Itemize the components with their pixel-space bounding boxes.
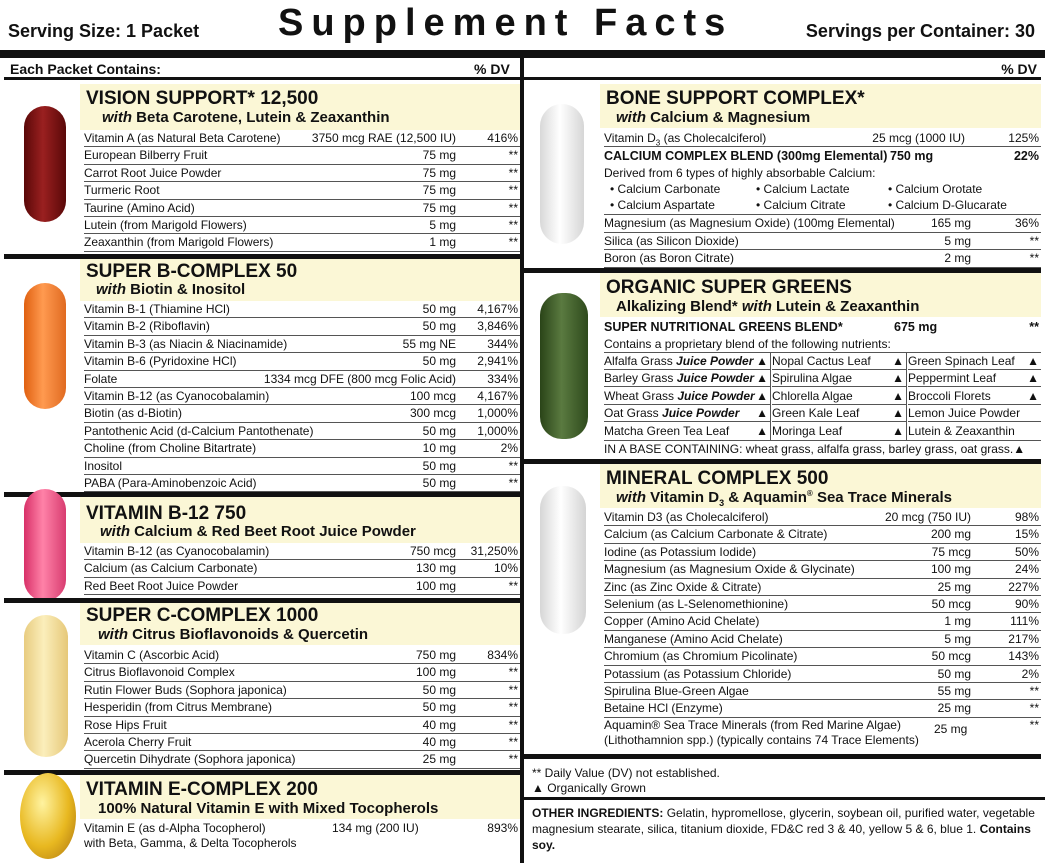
bone-title: BONE SUPPORT COMPLEX* [606, 88, 865, 109]
nutrient-name: Inositol [84, 458, 123, 473]
calcium-type-item: • Calcium Citrate [756, 198, 846, 213]
nutrient-name: Copper (Amino Acid Chelate) [604, 614, 760, 629]
nutrient-name: Vitamin B-12 (as Cyanocobalamin) [84, 544, 270, 558]
right-column-header [524, 60, 1041, 80]
c-complex-subtitle: with Citrus Bioflavonoids & Quercetin [98, 626, 369, 643]
nutrient-amount: 1334 mcg DFE (800 mcg Folic Acid) [263, 371, 456, 386]
mineral-row [604, 648, 1041, 665]
calcium-type-item: • Calcium Carbonate [610, 182, 721, 197]
aquamin-dv: ** [1029, 718, 1039, 732]
mineral-title: MINERAL COMPLEX 500 [606, 468, 829, 489]
nutrient-amount: 5 mg [944, 233, 971, 248]
nutrient-name: Calcium (as Calcium Carbonate) [84, 561, 258, 576]
greens-ingredient: Nopal Cactus Leaf ▲ [772, 354, 904, 368]
b-complex-row [84, 353, 520, 370]
nutrient-name: Taurine (Amino Acid) [84, 200, 195, 215]
calcium-type-item: • Calcium Orotate [888, 182, 983, 197]
each-packet-label: Each Packet Contains: [10, 61, 161, 77]
vision-row [84, 234, 520, 251]
b-complex-row [84, 423, 520, 440]
nutrient-amount: 20 mcg (750 IU) [884, 510, 971, 524]
nutrient-name: Hesperidin (from Citrus Membrane) [84, 700, 273, 715]
organic-footnote: ▲ Organically Grown [532, 781, 646, 795]
mineral-row [604, 596, 1041, 613]
vision-row [84, 217, 520, 234]
nutrient-dv: 1,000% [477, 406, 518, 421]
nutrient-amount: 50 mg [422, 700, 456, 715]
mineral-complex-section [524, 464, 1041, 754]
calcium-type-item: • Calcium Aspartate [610, 198, 715, 213]
mineral-row [604, 683, 1041, 700]
nutrient-name: Turmeric Root [84, 183, 160, 198]
vision-title: VISION SUPPORT* 12,500 [86, 88, 319, 109]
nutrient-dv: 24% [1014, 562, 1039, 577]
vision-row [84, 200, 520, 217]
nutrient-name: Pantothenic Acid (d-Calcium Pantothenate) [84, 423, 314, 438]
left-column-header [4, 60, 520, 80]
nutrient-name: Rose Hips Fruit [84, 717, 167, 732]
green-capsule-image [540, 293, 588, 439]
nutrient-name: PABA (Para-Aminobenzoic Acid) [84, 475, 257, 490]
vitamin-e-amount: 134 mg (200 IU) [332, 821, 419, 835]
tocopherols-note: with Beta, Gamma, & Delta Tocopherols [84, 836, 297, 850]
nutrient-name: Vitamin B-2 (Riboflavin) [84, 319, 210, 334]
bone-row [604, 215, 1041, 232]
nutrient-name: Biotin (as d-Biotin) [84, 406, 183, 421]
aquamin-row [604, 718, 1041, 748]
greens-ingredient: Matcha Green Tea Leaf ▲ [604, 423, 768, 438]
nutrient-name: Vitamin B-3 (as Niacin & Niacinamide) [84, 336, 288, 351]
nutrient-amount: 300 mcg [409, 406, 456, 421]
nutrient-amount: 75 mg [422, 183, 456, 198]
greens-ingredient: Moringa Leaf ▲ [772, 423, 904, 438]
nutrient-amount: 25 mg [422, 752, 456, 767]
mineral-row [604, 613, 1041, 630]
nutrient-dv: 834% [487, 648, 518, 662]
greens-ingredient: Broccoli Florets ▲ [908, 388, 1039, 403]
bone-vitamin-d-row: Vitamin $D_3$ (as Cholecalciferol) 25 mcg (1000 IU) 125% [604, 131, 1039, 148]
b-complex-section [4, 259, 520, 491]
other-ingredients [532, 805, 1042, 853]
e-complex-title: VITAMIN E-COMPLEX 200 [86, 779, 318, 800]
nutrient-dv: ** [508, 475, 518, 490]
greens-blend-row: SUPER NUTRITIONAL GREENS BLEND* 675 mg ** [604, 320, 1039, 334]
mineral-row [604, 700, 1041, 717]
c-complex-rows [84, 647, 520, 769]
nutrient-amount: 50 mg [422, 319, 456, 334]
nutrient-dv: 2,941% [477, 354, 518, 369]
b12-subtitle: with Calcium & Red Beet Root Juice Powder [100, 523, 416, 540]
nutrient-name: Vitamin D3 (as Cholecalciferol) [604, 510, 769, 524]
nutrient-amount: 50 mg [422, 682, 456, 697]
nutrient-dv: ** [508, 148, 518, 163]
nutrient-amount: 75 mcg [931, 544, 971, 559]
nutrient-dv: 2% [1021, 666, 1039, 681]
bone-row [604, 250, 1041, 267]
nutrient-amount: 750 mg [415, 648, 456, 662]
gold-softgel-image [20, 773, 76, 859]
nutrient-dv: ** [508, 578, 518, 593]
nutrient-amount: 100 mg [415, 578, 456, 593]
nutrient-name: Zeaxanthin (from Marigold Flowers) [84, 235, 274, 250]
nutrient-name: European Bilberry Fruit [84, 148, 208, 163]
nutrient-name: Choline (from Choline Bitartrate) [84, 441, 257, 456]
nutrient-dv: ** [508, 183, 518, 198]
nutrient-amount: 100 mg [415, 665, 456, 680]
nutrient-amount: 5 mg [429, 217, 456, 232]
nutrient-name: Betaine HCl (Enzyme) [604, 701, 723, 716]
nutrient-name: Folate [84, 371, 118, 386]
c-complex-row [84, 682, 520, 699]
nutrient-dv: 4,167% [477, 388, 518, 403]
red-capsule-image [24, 106, 66, 222]
greens-subtitle: Alkalizing Blend* with Lutein & Zeaxanthin [616, 298, 920, 315]
nutrient-amount: 130 mg [415, 561, 456, 576]
nutrient-dv: 15% [1014, 527, 1039, 542]
nutrient-name: Manganese (Amino Acid Chelate) [604, 631, 783, 646]
b-complex-row [84, 475, 520, 492]
nutrient-dv: ** [508, 235, 518, 250]
calcium-blend-row: CALCIUM COMPLEX BLEND (300mg Elemental) 750 mg 22% [604, 149, 1039, 164]
white-capsule-image-2 [540, 486, 586, 634]
c-complex-row [84, 699, 520, 716]
greens-ingredient: Barley Grass Juice Powder ▲ [604, 371, 768, 386]
orange-capsule-image [24, 283, 66, 409]
nutrient-amount: 75 mg [422, 200, 456, 215]
nutrient-amount: 1 mg [944, 614, 971, 629]
c-complex-row [84, 647, 520, 664]
nutrient-dv: ** [508, 458, 518, 473]
nutrient-amount: 100 mg [930, 562, 971, 577]
nutrient-name: Lutein (from Marigold Flowers) [84, 217, 247, 232]
nutrient-dv: 334% [487, 371, 518, 386]
nutrient-dv: 217% [1008, 631, 1039, 646]
nutrient-name: Spirulina Blue-Green Algae [604, 683, 749, 698]
b-complex-row [84, 301, 520, 318]
nutrient-name: Zinc (as Zinc Oxide & Citrate) [604, 579, 762, 594]
greens-ingredient: Chlorella Algae ▲ [772, 388, 904, 403]
aquamin-amount: 25 mg [934, 722, 968, 736]
aquamin-note: (Lithothamnion spp.) (typically contains 74 Trace Elements) [604, 733, 919, 747]
pink-capsule-image [24, 489, 66, 601]
nutrient-dv: 344% [487, 336, 518, 351]
nutrient-name: Boron (as Boron Citrate) [604, 251, 735, 266]
nutrient-amount: 50 mg [422, 423, 456, 438]
b-complex-rows [84, 301, 520, 492]
nutrient-dv: 227% [1008, 579, 1039, 594]
nutrient-dv: 10% [493, 561, 518, 576]
greens-base-note: IN A BASE CONTAINING: wheat grass, alfalfa grass, barley grass, oat grass.▲ [604, 440, 1041, 457]
nutrient-dv: 36% [1014, 216, 1039, 231]
bone-subtitle: with Calcium & Magnesium [616, 109, 811, 126]
nutrient-name: Vitamin B-12 (as Cyanocobalamin) [84, 388, 270, 403]
nutrient-dv: ** [508, 682, 518, 697]
nutrient-amount: 50 mcg [931, 649, 971, 664]
calcium-type-item: • Calcium Lactate [756, 182, 850, 197]
nutrient-name: Calcium (as Calcium Carbonate & Citrate) [604, 527, 828, 542]
nutrient-dv: ** [508, 165, 518, 180]
nutrient-dv: 2% [500, 441, 518, 456]
calcium-derived-note: Derived from 6 types of highly absorbable Calcium: [604, 166, 876, 181]
greens-ingredient: Wheat Grass Juice Powder ▲ [604, 388, 768, 403]
nutrient-dv: 90% [1014, 596, 1039, 611]
nutrient-amount: 50 mg [422, 475, 456, 490]
nutrient-name: Carrot Root Juice Powder [84, 165, 222, 180]
greens-contains-note: Contains a proprietary blend of the following nutrients: [604, 336, 1041, 353]
nutrient-dv: 98% [1014, 510, 1039, 524]
nutrient-dv: ** [508, 752, 518, 767]
nutrient-amount: 200 mg [930, 527, 971, 542]
label-title: Supplement Facts [278, 2, 734, 44]
nutrient-dv: 416% [487, 131, 518, 145]
nutrient-name: Potassium (as Potassium Chloride) [604, 666, 792, 681]
nutrient-dv: ** [1029, 251, 1039, 266]
b12-row [84, 560, 520, 577]
mineral-row [604, 666, 1041, 683]
nutrient-amount: 1 mg [429, 235, 456, 250]
nutrient-dv: 4,167% [477, 302, 518, 316]
b-complex-row [84, 318, 520, 335]
nutrient-dv: 50% [1014, 544, 1039, 559]
nutrient-dv: 3,846% [477, 319, 518, 334]
nutrient-dv: 111% [1010, 614, 1039, 629]
c-complex-section [4, 603, 520, 769]
mineral-row [604, 509, 1041, 526]
right-dv-label: % DV [1001, 61, 1037, 77]
nutrient-amount: 165 mg [930, 216, 971, 231]
nutrient-amount: 50 mcg [931, 596, 971, 611]
b12-title: VITAMIN B-12 750 [86, 503, 247, 524]
bone-support-section [524, 84, 1041, 268]
dv-footnote: ** Daily Value (DV) not established. [532, 766, 720, 780]
nutrient-dv: ** [508, 717, 518, 732]
greens-ingredient: Lemon Juice Powder [908, 405, 1041, 422]
other-ingredients-label: OTHER INGREDIENTS: [532, 806, 664, 820]
mineral-row [604, 631, 1041, 648]
vision-row [84, 182, 520, 199]
nutrient-name: Selenium (as L-Selenomethionine) [604, 596, 789, 611]
vision-support-section [4, 84, 520, 254]
nutrient-name: Vitamin C (Ascorbic Acid) [84, 648, 220, 662]
aquamin-name: Aquamin® Sea Trace Minerals (from Red Marine Algae) [604, 718, 901, 732]
b-complex-subtitle: with Biotin & Inositol [96, 281, 246, 298]
b12-row [84, 578, 520, 595]
calcium-type-item: • Calcium D-Glucarate [888, 198, 1007, 213]
b-complex-row [84, 440, 520, 457]
nutrient-amount: 75 mg [422, 148, 456, 163]
greens-ingredient: Spirulina Algae ▲ [772, 371, 904, 386]
b12-section [4, 497, 520, 597]
nutrient-name: Quercetin Dihydrate (Sophora japonica) [84, 752, 296, 767]
vision-row [84, 130, 520, 147]
greens-ingredient: Peppermint Leaf ▲ [908, 371, 1039, 386]
nutrient-name: Rutin Flower Buds (Sophora japonica) [84, 682, 287, 697]
cream-capsule-image [24, 615, 68, 757]
nutrient-amount: 75 mg [422, 165, 456, 180]
mineral-row [604, 579, 1041, 596]
nutrient-dv: ** [508, 217, 518, 232]
b12-row [84, 543, 520, 560]
nutrient-dv: ** [508, 665, 518, 680]
vitamin-e-name: Vitamin E (as d-Alpha Tocopherol) [84, 821, 266, 835]
vitamin-e-row [84, 821, 520, 851]
greens-section [524, 273, 1041, 459]
nutrient-dv: 31,250% [470, 544, 518, 558]
vision-subtitle: with Beta Carotene, Lutein & Zeaxanthin [102, 109, 390, 126]
nutrient-amount: 2 mg [944, 251, 971, 266]
nutrient-amount: 55 mg [937, 683, 971, 698]
servings-per-container: Servings per Container: 30 [805, 21, 1035, 41]
bone-row [604, 233, 1041, 250]
nutrient-name: Silica (as Silicon Dioxide) [604, 233, 739, 248]
c-complex-row [84, 734, 520, 751]
nutrient-amount: 55 mg NE [402, 336, 456, 351]
calcium-types [604, 181, 1041, 215]
nutrient-amount: 5 mg [944, 631, 971, 646]
nutrient-dv: ** [508, 200, 518, 215]
nutrient-dv: ** [508, 734, 518, 749]
nutrient-name: Citrus Bioflavonoid Complex [84, 665, 235, 680]
nutrient-amount: 25 mg [937, 579, 971, 594]
nutrient-amount: 100 mcg [409, 388, 456, 403]
nutrient-amount: 3750 mcg RAE (12,500 IU) [311, 131, 456, 145]
c-complex-row [84, 751, 520, 768]
greens-ingredient: Lutein & Zeaxanthin [908, 423, 1015, 438]
header-rule [0, 50, 1045, 58]
greens-ingredient-grid [604, 353, 1041, 440]
b12-rows [84, 543, 520, 595]
b-complex-title: SUPER B-COMPLEX 50 [86, 261, 298, 282]
e-complex-subtitle: 100% Natural Vitamin E with Mixed Tocopherols [98, 800, 439, 817]
b-complex-row [84, 405, 520, 422]
nutrient-amount: 50 mg [422, 354, 456, 369]
nutrient-dv: ** [1029, 683, 1039, 698]
nutrient-amount: 40 mg [422, 717, 456, 732]
nutrient-name: Red Beet Root Juice Powder [84, 578, 239, 593]
nutrient-amount: 10 mg [422, 441, 456, 456]
mineral-row [604, 561, 1041, 578]
b-complex-row [84, 458, 520, 475]
nutrient-name: Vitamin A (as Natural Beta Carotene) [84, 131, 281, 145]
nutrient-amount: 50 mg [422, 302, 456, 316]
other-ingredients-text: Gelatin, hypromellose, glycerin, soybean oil, purified water, vegetable magnesium stearate, silica, titanium dioxide, FD&C red 3 & 40, yellow 5 & 6, blue 1. [532, 806, 1035, 836]
b-complex-row [84, 336, 520, 353]
greens-title: ORGANIC SUPER GREENS [606, 277, 852, 298]
footnotes [532, 766, 720, 796]
greens-ingredient: Green Spinach Leaf ▲ [908, 354, 1039, 368]
nutrient-name: Chromium (as Chromium Picolinate) [604, 649, 798, 664]
mineral-row [604, 544, 1041, 561]
nutrient-amount: 50 mg [422, 458, 456, 473]
nutrient-name: Vitamin B-1 (Thiamine HCl) [84, 302, 230, 316]
nutrient-name: Vitamin B-6 (Pyridoxine HCl) [84, 354, 237, 369]
vision-rows [84, 130, 520, 252]
greens-ingredient: Green Kale Leaf ▲ [772, 406, 904, 421]
vision-row [84, 147, 520, 164]
mineral-subtitle: with Vitamin $D_3$ & Aquamin® Sea Trace Minerals [616, 489, 953, 508]
b-complex-row [84, 388, 520, 405]
vitamin-e-dv: 893% [487, 821, 518, 835]
contains-soy: Contains soy. [532, 822, 1031, 852]
greens-ingredient: Oat Grass Juice Powder ▲ [604, 406, 768, 421]
nutrient-amount: 25 mg [937, 701, 971, 716]
c-complex-row [84, 717, 520, 734]
nutrient-name: Acerola Cherry Fruit [84, 734, 192, 749]
nutrient-dv: ** [1029, 233, 1039, 248]
vision-row [84, 165, 520, 182]
nutrient-amount: 40 mg [422, 734, 456, 749]
serving-size: Serving Size: 1 Packet [8, 21, 200, 41]
nutrient-dv: ** [1029, 701, 1039, 716]
nutrient-name: Magnesium (as Magnesium Oxide & Glycinate) [604, 562, 855, 577]
nutrient-name: Magnesium (as Magnesium Oxide) (100mg Elemental) [604, 216, 895, 231]
nutrient-dv: 143% [1008, 649, 1039, 664]
nutrient-dv: ** [508, 700, 518, 715]
white-capsule-image [540, 104, 584, 244]
c-complex-title: SUPER C-COMPLEX 1000 [86, 605, 319, 626]
c-complex-row [84, 664, 520, 681]
e-complex-section [4, 775, 520, 859]
nutrient-name: Iodine (as Potassium Iodide) [604, 544, 757, 559]
label-header [0, 0, 1045, 50]
left-dv-label: % DV [474, 61, 510, 77]
bone-rows [604, 215, 1041, 267]
nutrient-amount: 750 mcg [409, 544, 456, 558]
b-complex-row [84, 371, 520, 388]
mineral-rows [604, 509, 1041, 718]
mineral-row [604, 526, 1041, 543]
nutrient-dv: 1,000% [477, 423, 518, 438]
greens-ingredient: Alfalfa Grass Juice Powder ▲ [604, 354, 768, 368]
nutrient-amount: 50 mg [937, 666, 971, 681]
